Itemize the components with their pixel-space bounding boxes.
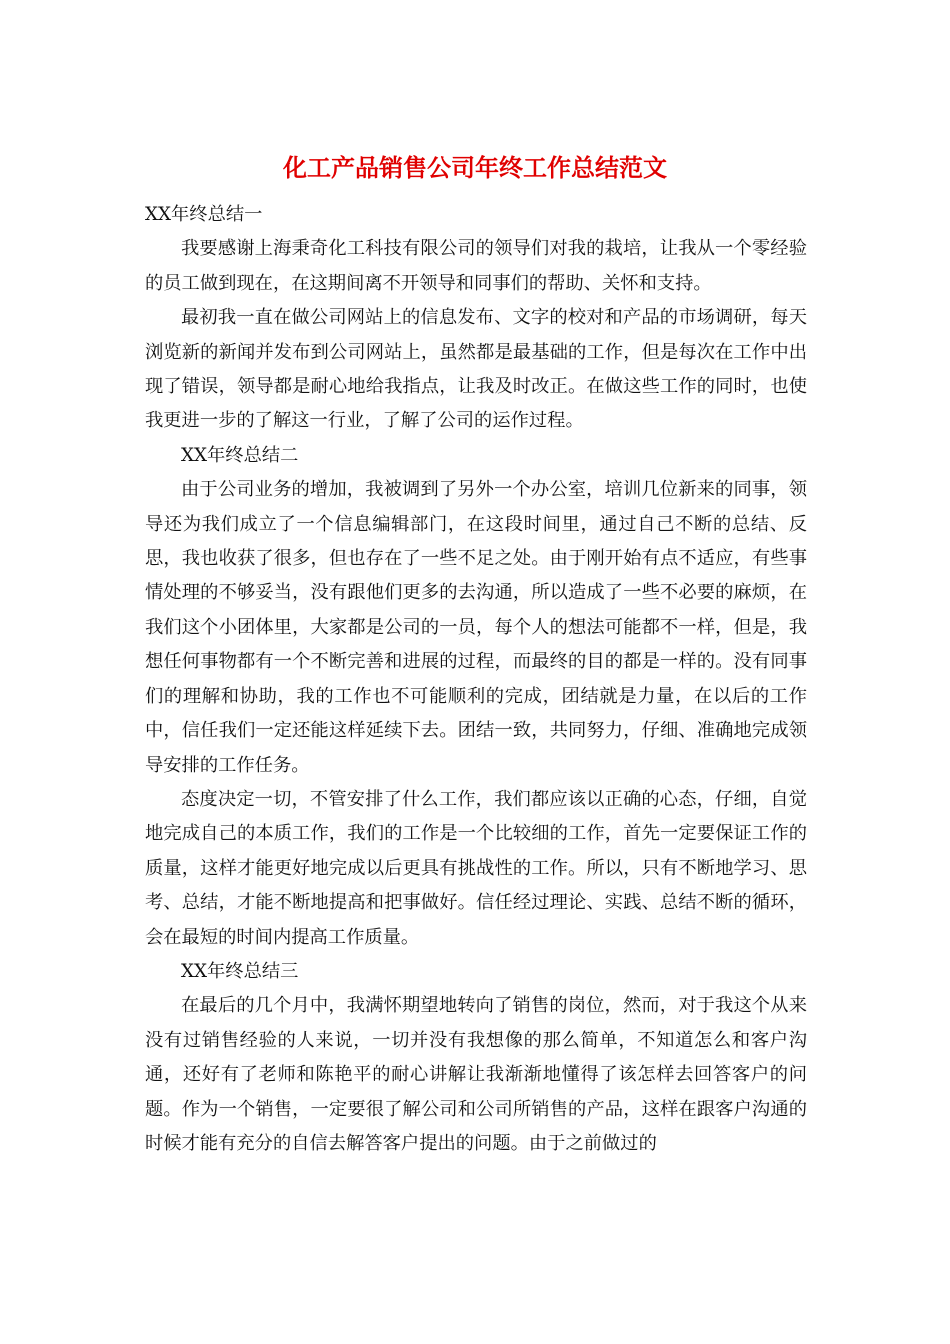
- section-heading-3: XX年终总结三: [181, 960, 299, 982]
- paragraph: 在最后的几个月中，我满怀期望地转向了销售的岗位，然而，对于我这个从来没有过销售经验的人来说，一切并没有我想像的那么简单，不知道怎么和客户沟通，还好有了老师和陈艳平的耐心讲解让我渐渐地懂得了该怎样去回答客户的问题。作为一个销售，一定要很了解公司和公司所销售的产品，这样在跟客户沟通的时候才能有充分的自信去解答客户提出的问题。由于之前做过的: [145, 995, 807, 1154]
- paragraph: 由于公司业务的增加，我被调到了另外一个办公室，培训几位新来的同事，领导还为我们成立了一个信息编辑部门，在这段时间里，通过自己不断的总结、反思，我也收获了很多，但也存在了一些不足之处。由于刚开始有点不适应，有些事情处理的不够妥当，没有跟他们更多的去沟通，所以造成了一些不必要的麻烦，在我们这个小团体里，大家都是公司的一员，每个人的想法可能都不一样，但是，我想任何事物都有一个不断完善和进展的过程，而最终的目的都是一样的。没有同事们的理解和协助，我的工作也不可能顺利的完成，团结就是力量，在以后的工作中，信任我们一定还能这样延续下去。团结一致，共同努力，仔细、准确地完成领导安排的工作任务。: [145, 479, 807, 776]
- section-heading-1: XX年终总结一: [145, 204, 263, 225]
- paragraph: 态度决定一切，不管安排了什么工作，我们都应该以正确的心态，仔细，自觉地完成自己的本质工作，我们的工作是一个比较细的工作，首先一定要保证工作的质量，这样才能更好地完成以后更具有挑战性的工作。所以，只有不断地学习、思考、总结，才能不断地提高和把事做好。信任经过理论、实践、总结不断的循环，会在最短的时间内提高工作质量。: [145, 788, 807, 948]
- document-body: [145, 198, 807, 1161]
- section-heading-2: XX年终总结二: [181, 444, 299, 466]
- paragraph: 我要感谢上海秉奇化工科技有限公司的领导们对我的栽培，让我从一个零经验的员工做到现在，在这期间离不开领导和同事们的帮助、关怀和支持。: [145, 238, 807, 294]
- document-title: 化工产品销售公司年终工作总结范文: [283, 153, 667, 182]
- paragraph: 最初我一直在做公司网站上的信息发布、文字的校对和产品的市场调研，每天浏览新的新闻并发布到公司网站上，虽然都是最基础的工作，但是每次在工作中出现了错误，领导都是耐心地给我指点，让我及时改正。在做这些工作的同时，也使我更进一步的了解这一行业，了解了公司的运作过程。: [145, 307, 807, 432]
